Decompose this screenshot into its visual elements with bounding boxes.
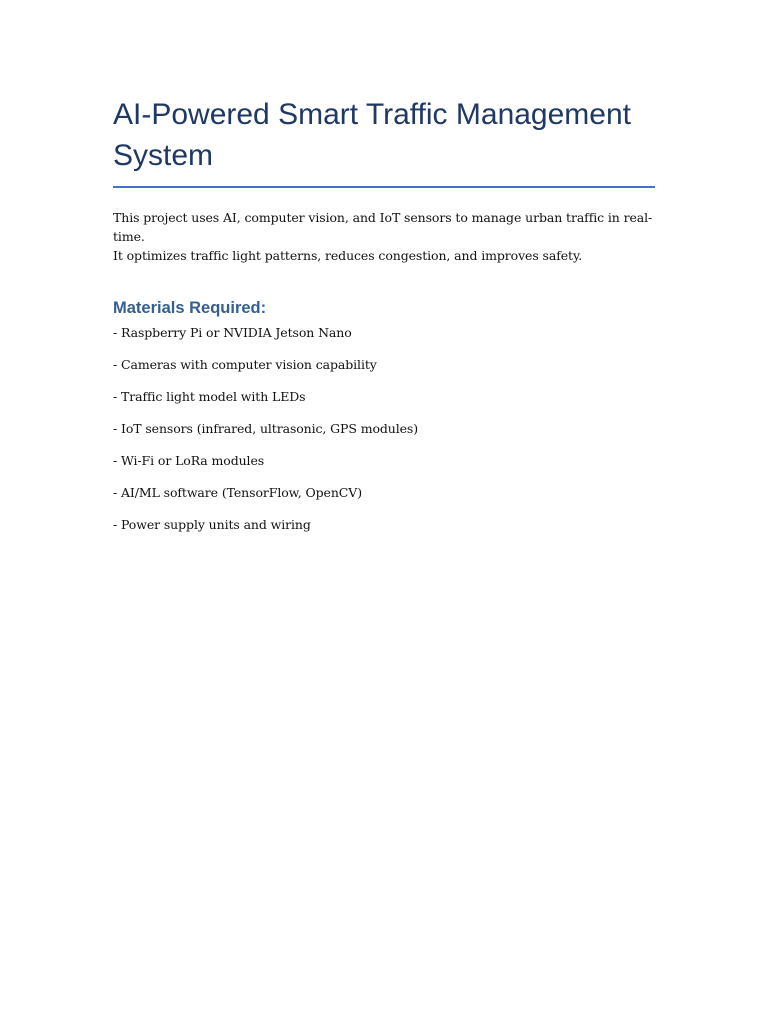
- document-title: AI-Powered Smart Traffic Management System: [113, 98, 631, 172]
- intro-paragraph: [113, 208, 655, 265]
- materials-heading: Materials Required:: [113, 299, 267, 317]
- title-underline-rule: [113, 186, 655, 188]
- list-item: - Raspberry Pi or NVIDIA Jetson Nano: [113, 325, 352, 340]
- list-item: - Power supply units and wiring: [113, 517, 311, 532]
- document-body: [113, 94, 655, 547]
- list-item: - Wi-Fi or LoRa modules: [113, 453, 265, 468]
- list-item: - AI/ML software (TensorFlow, OpenCV): [113, 485, 362, 500]
- list-item: - IoT sensors (infrared, ultrasonic, GPS modules): [113, 421, 419, 436]
- list-item: - Cameras with computer vision capability: [113, 357, 377, 372]
- intro-line-2: It optimizes traffic light patterns, reduces congestion, and improves safety.: [113, 248, 583, 263]
- intro-line-1: This project uses AI, computer vision, and IoT sensors to manage urban traffic in real-time.: [113, 210, 653, 244]
- materials-list: [113, 323, 655, 534]
- list-item: - Traffic light model with LEDs: [113, 389, 306, 404]
